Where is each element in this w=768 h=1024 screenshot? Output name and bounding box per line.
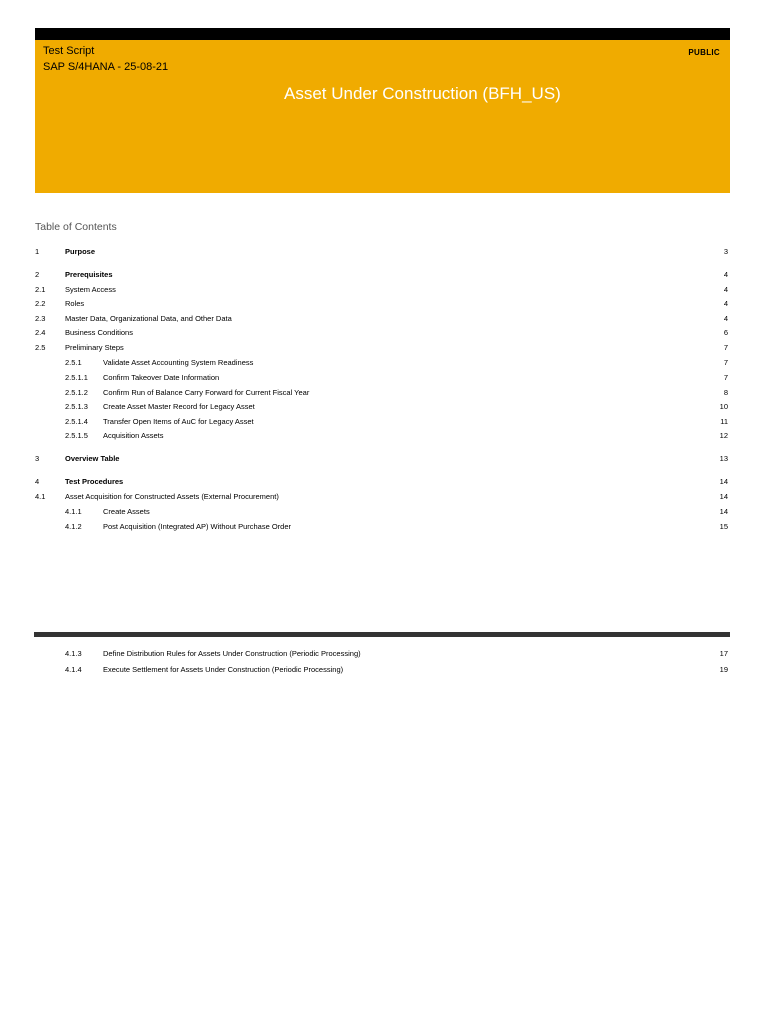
toc-entry-title: Purpose <box>65 247 96 256</box>
toc-entry-number: 2.4 <box>35 328 46 337</box>
toc-entry-title: Create Asset Master Record for Legacy Asset <box>103 402 255 411</box>
toc-entry[interactable] <box>35 357 728 369</box>
toc-entry-number: 2.1 <box>35 285 46 294</box>
page-divider <box>34 632 730 637</box>
toc-entry[interactable] <box>35 401 728 413</box>
toc-entry-title: Master Data, Organizational Data, and Other Data <box>65 314 232 323</box>
toc-entry-title: Business Conditions <box>65 328 133 337</box>
toc-entry-number: 1 <box>35 247 40 256</box>
toc-entry[interactable] <box>35 327 728 339</box>
toc-entry[interactable] <box>35 506 728 518</box>
toc-entry-title: Preliminary Steps <box>65 343 124 352</box>
toc-entry[interactable] <box>35 491 728 503</box>
toc-entry-page: 12 <box>719 431 728 440</box>
toc-entry-number: 2 <box>35 270 40 279</box>
toc-entry-title: Asset Acquisition for Constructed Assets (External Procurement) <box>65 492 279 501</box>
toc-entry-number: 2.5.1 <box>65 358 82 367</box>
header-top-bar <box>35 28 730 40</box>
toc-entry-page: 4 <box>723 314 728 323</box>
classification-label: PUBLIC <box>688 48 720 57</box>
toc-entry-number: 4.1.4 <box>65 665 82 674</box>
toc-entry-title: Confirm Run of Balance Carry Forward for Current Fiscal Year <box>103 388 310 397</box>
toc-entry[interactable] <box>35 269 728 281</box>
toc-entry-page: 8 <box>723 388 728 397</box>
toc-entry-number: 3 <box>35 454 40 463</box>
toc-entry-page: 15 <box>719 522 728 531</box>
toc-entry[interactable] <box>35 372 728 384</box>
toc-entry-number: 2.5 <box>35 343 46 352</box>
toc-entry[interactable] <box>35 416 728 428</box>
toc-entry-title: System Access <box>65 285 116 294</box>
toc-entry-title: Create Assets <box>103 507 150 516</box>
toc-entry-title: Roles <box>65 299 85 308</box>
toc-entry-number: 4.1.3 <box>65 649 82 658</box>
toc-entry-page: 4 <box>723 285 728 294</box>
toc-entry-number: 2.5.1.4 <box>65 417 88 426</box>
toc-entry-title: Validate Asset Accounting System Readiness <box>103 358 254 367</box>
toc-entry-number: 2.5.1.5 <box>65 431 88 440</box>
toc-entry[interactable] <box>35 430 728 442</box>
toc-entry-title: Post Acquisition (Integrated AP) Without Purchase Order <box>103 522 292 531</box>
toc-entry-page: 14 <box>719 492 728 501</box>
toc-entry-page: 14 <box>719 477 728 486</box>
toc-entry-page: 7 <box>723 358 728 367</box>
toc-entry-number: 2.5.1.2 <box>65 388 88 397</box>
toc-entry[interactable] <box>35 664 728 676</box>
document-type: Test Script <box>43 45 95 57</box>
toc-entry[interactable] <box>35 521 728 533</box>
toc-entry-page: 7 <box>723 343 728 352</box>
toc-entry-page: 3 <box>723 247 728 256</box>
toc-entry-number: 4.1 <box>35 492 46 501</box>
toc-entry-number: 4.1.1 <box>65 507 82 516</box>
toc-entry-title: Overview Table <box>65 454 120 463</box>
toc-entry[interactable] <box>35 298 728 310</box>
toc-entry-title: Prerequisites <box>65 270 113 279</box>
toc-entry-title: Acquisition Assets <box>103 431 164 440</box>
toc-entry-number: 2.2 <box>35 299 46 308</box>
toc-entry[interactable] <box>35 313 728 325</box>
toc-entry-title: Confirm Takeover Date Information <box>103 373 220 382</box>
toc-entry[interactable] <box>35 284 728 296</box>
toc-entry[interactable] <box>35 246 728 258</box>
toc-entry-number: 4.1.2 <box>65 522 82 531</box>
toc-entry-title: Execute Settlement for Assets Under Construction (Periodic Processing) <box>103 665 344 674</box>
toc-entry-number: 2.5.1.1 <box>65 373 88 382</box>
document-title: Asset Under Construction (BFH_US) <box>284 84 561 103</box>
toc-entry-page: 4 <box>723 299 728 308</box>
toc-entry[interactable] <box>35 648 728 660</box>
toc-entry-page: 13 <box>719 454 728 463</box>
toc-heading: Table of Contents <box>35 221 117 233</box>
toc-entry[interactable] <box>35 476 728 488</box>
toc-entry-title: Transfer Open Items of AuC for Legacy Asset <box>103 417 254 426</box>
toc-entry[interactable] <box>35 342 728 354</box>
toc-entry-page: 6 <box>723 328 728 337</box>
toc-entry-number: 2.3 <box>35 314 46 323</box>
document-subtitle: SAP S/4HANA - 25-08-21 <box>43 61 169 73</box>
toc-entry-page: 7 <box>723 373 728 382</box>
toc-entry-page: 14 <box>719 507 728 516</box>
title-banner <box>35 40 730 193</box>
toc-entry-page: 17 <box>719 649 728 658</box>
toc-entry-title: Define Distribution Rules for Assets Under Construction (Periodic Processing) <box>103 649 361 658</box>
toc-entry-page: 4 <box>723 270 728 279</box>
toc-entry-title: Test Procedures <box>65 477 124 486</box>
toc-entry-page: 10 <box>719 402 728 411</box>
toc-entry-number: 4 <box>35 477 40 486</box>
toc-entry-page: 19 <box>719 665 728 674</box>
toc-entry-number: 2.5.1.3 <box>65 402 88 411</box>
toc-entry-page: 11 <box>720 417 728 426</box>
toc-entry[interactable] <box>35 453 728 465</box>
toc-entry[interactable] <box>35 387 728 399</box>
